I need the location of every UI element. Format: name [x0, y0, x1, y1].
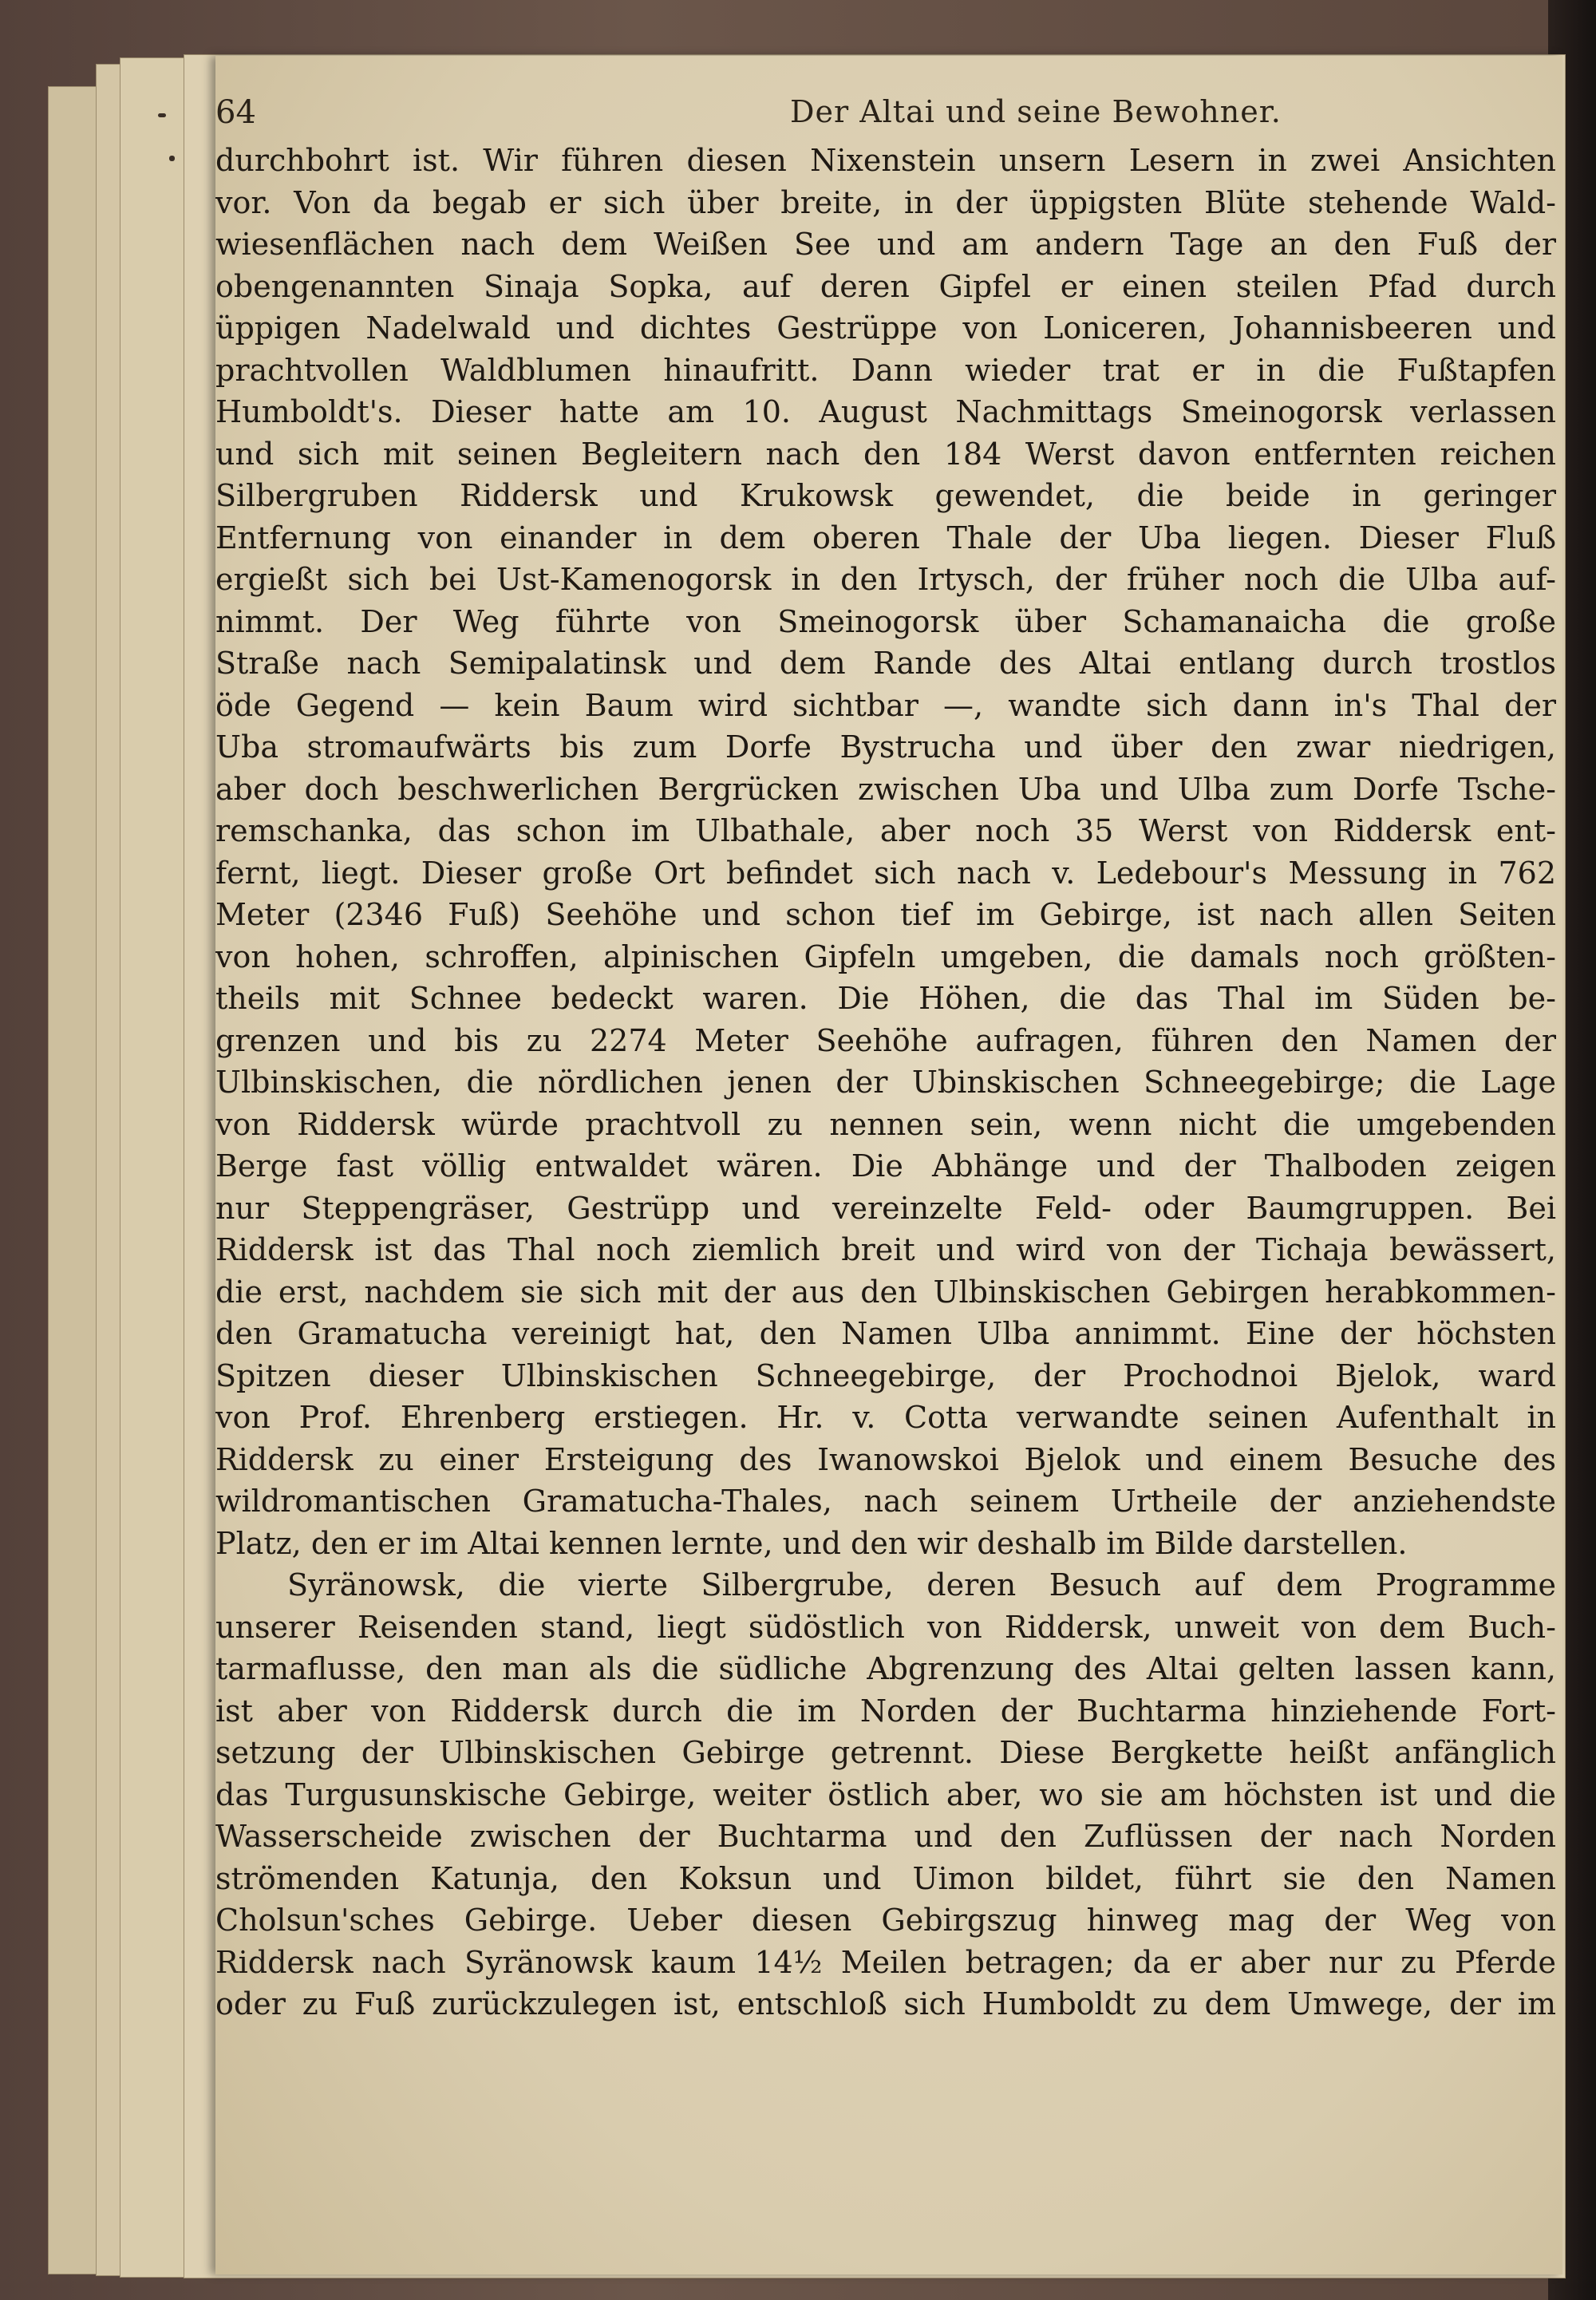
cover-mark [169, 156, 175, 161]
text-line: Uba stromaufwärts bis zum Dorfe Bystrucha und über den zwar niedrigen, [215, 729, 1556, 765]
text-line: öde Gegend — kein Baum wird sichtbar —, wandte sich dann in's Thal der [215, 687, 1556, 723]
text-line: setzung der Ulbinskischen Gebirge getrennt. Diese Bergkette heißt anfänglich [215, 1735, 1556, 1770]
text-line: prachtvollen Waldblumen hinaufritt. Dann wieder trat er in die Fußtapfen [215, 352, 1556, 388]
text-line: Silbergruben Riddersk und Krukowsk gewendet, die beide in geringer [215, 478, 1556, 513]
text-line: von Prof. Ehrenberg erstiegen. Hr. v. Cotta verwandte seinen Aufenthalt in [215, 1400, 1556, 1435]
text-line: nur Steppengräser, Gestrüpp und vereinzelte Feld- oder Baumgruppen. Bei [215, 1190, 1556, 1226]
text-line: von hohen, schroffen, alpinischen Gipfeln umgeben, die damals noch größten- [215, 939, 1556, 974]
text-line: grenzen und bis zu 2274 Meter Seehöhe aufragen, führen den Namen der [215, 1022, 1556, 1058]
text-line: Entfernung von einander in dem oberen Thale der Uba liegen. Dieser Fluß [215, 520, 1556, 555]
text-line: Riddersk nach Syränowsk kaum 14½ Meilen betragen; da er aber nur zu Pferde [215, 1944, 1556, 1980]
text-line: Straße nach Semipalatinsk und dem Rande des Altai entlang durch trostlos [215, 646, 1556, 681]
text-line: obengenannten Sinaja Sopka, auf deren Gipfel er einen steilen Pfad durch [215, 268, 1556, 304]
text-line: ist aber von Riddersk durch die im Norden der Buchtarma hinziehende Fort- [215, 1693, 1556, 1729]
text-line: remschanka, das schon im Ulbathale, aber noch 35 Werst von Riddersk ent- [215, 813, 1556, 848]
text-line: Syränowsk, die vierte Silbergrube, deren Besuch auf dem Programme [287, 1567, 1556, 1602]
text-line: oder zu Fuß zurückzulegen ist, entschloß sich Humboldt zu dem Umwege, der im [215, 1986, 1556, 2021]
text-line: und sich mit seinen Begleitern nach den 184 Werst davon entfernten reichen [215, 436, 1556, 472]
text-line: Humboldt's. Dieser hatte am 10. August Nachmittags Smeinogorsk verlassen [215, 394, 1556, 429]
body-text [215, 140, 1556, 2025]
cover-mark [158, 113, 166, 117]
page-number: 64 [215, 94, 256, 131]
text-line: Meter (2346 Fuß) Seehöhe und schon tief im Gebirge, ist nach allen Seiten [215, 897, 1556, 932]
text-line: fernt, liegt. Dieser große Ort befindet sich nach v. Ledebour's Messung in 762 [215, 855, 1556, 891]
text-line: Ulbinskischen, die nördlichen jenen der Ubinskischen Schneegebirge; die Lage [215, 1065, 1556, 1100]
text-line: den Gramatucha vereinigt hat, den Namen Ulba annimmt. Eine der höchsten [215, 1316, 1556, 1351]
text-line: Platz, den er im Altai kennen lernte, und den wir deshalb im Bilde darstellen. [215, 1525, 1408, 1561]
text-line: unserer Reisenden stand, liegt südöstlich von Riddersk, unweit von dem Buch- [215, 1609, 1556, 1645]
text-line: strömenden Katunja, den Koksun und Uimon bildet, führt sie den Namen [215, 1860, 1556, 1896]
text-line: üppigen Nadelwald und dichtes Gestrüppe von Loniceren, Johannisbeeren und [215, 310, 1556, 346]
text-line: wildromantischen Gramatucha-Thales, nach seinem Urtheile der anziehendste [215, 1484, 1556, 1519]
text-line: von Riddersk würde prachtvoll zu nennen sein, wenn nicht die umgebenden [215, 1106, 1556, 1142]
text-line: Spitzen dieser Ulbinskischen Schneegebirge, der Prochodnoi Bjelok, ward [215, 1357, 1556, 1393]
text-line: wiesenflächen nach dem Weißen See und am andern Tage an den Fuß der [215, 227, 1556, 262]
text-line: theils mit Schnee bedeckt waren. Die Höhen, die das Thal im Süden be- [215, 981, 1556, 1016]
text-line: Riddersk zu einer Ersteigung des Iwanowskoi Bjelok und einem Besuche des [215, 1441, 1556, 1477]
text-line: tarmaflusse, den man als die südliche Abgrenzung des Altai gelten lassen kann, [215, 1651, 1556, 1686]
text-line: durchbohrt ist. Wir führen diesen Nixenstein unsern Lesern in zwei Ansichten [215, 143, 1556, 178]
text-line: das Turgusunskische Gebirge, weiter östlich aber, wo sie am höchsten ist und die [215, 1776, 1556, 1812]
text-line: ergießt sich bei Ust-Kamenogorsk in den Irtysch, der früher noch die Ulba auf- [215, 562, 1556, 597]
text-line: die erst, nachdem sie sich mit der aus den Ulbinskischen Gebirgen herabkommen- [215, 1274, 1556, 1310]
text-line: Riddersk ist das Thal noch ziemlich breit und wird von der Tichaja bewässert, [215, 1232, 1556, 1267]
text-line: aber doch beschwerlichen Bergrücken zwischen Uba und Ulba zum Dorfe Tsche- [215, 771, 1556, 807]
text-line: vor. Von da begab er sich über breite, in der üppigsten Blüte stehende Wald- [215, 184, 1556, 220]
text-line: nimmt. Der Weg führte von Smeinogorsk über Schamanaicha die große [215, 603, 1556, 639]
text-line: Berge fast völlig entwaldet wären. Die Abhänge und der Thalboden zeigen [215, 1148, 1556, 1184]
text-line: Cholsun'sches Gebirge. Ueber diesen Gebirgszug hinweg mag der Weg von [215, 1903, 1556, 1938]
text-line: Wasserscheide zwischen der Buchtarma und den Zuflüssen der nach Norden [215, 1819, 1556, 1854]
running-title: Der Altai und seine Bewohner. [790, 94, 1282, 129]
